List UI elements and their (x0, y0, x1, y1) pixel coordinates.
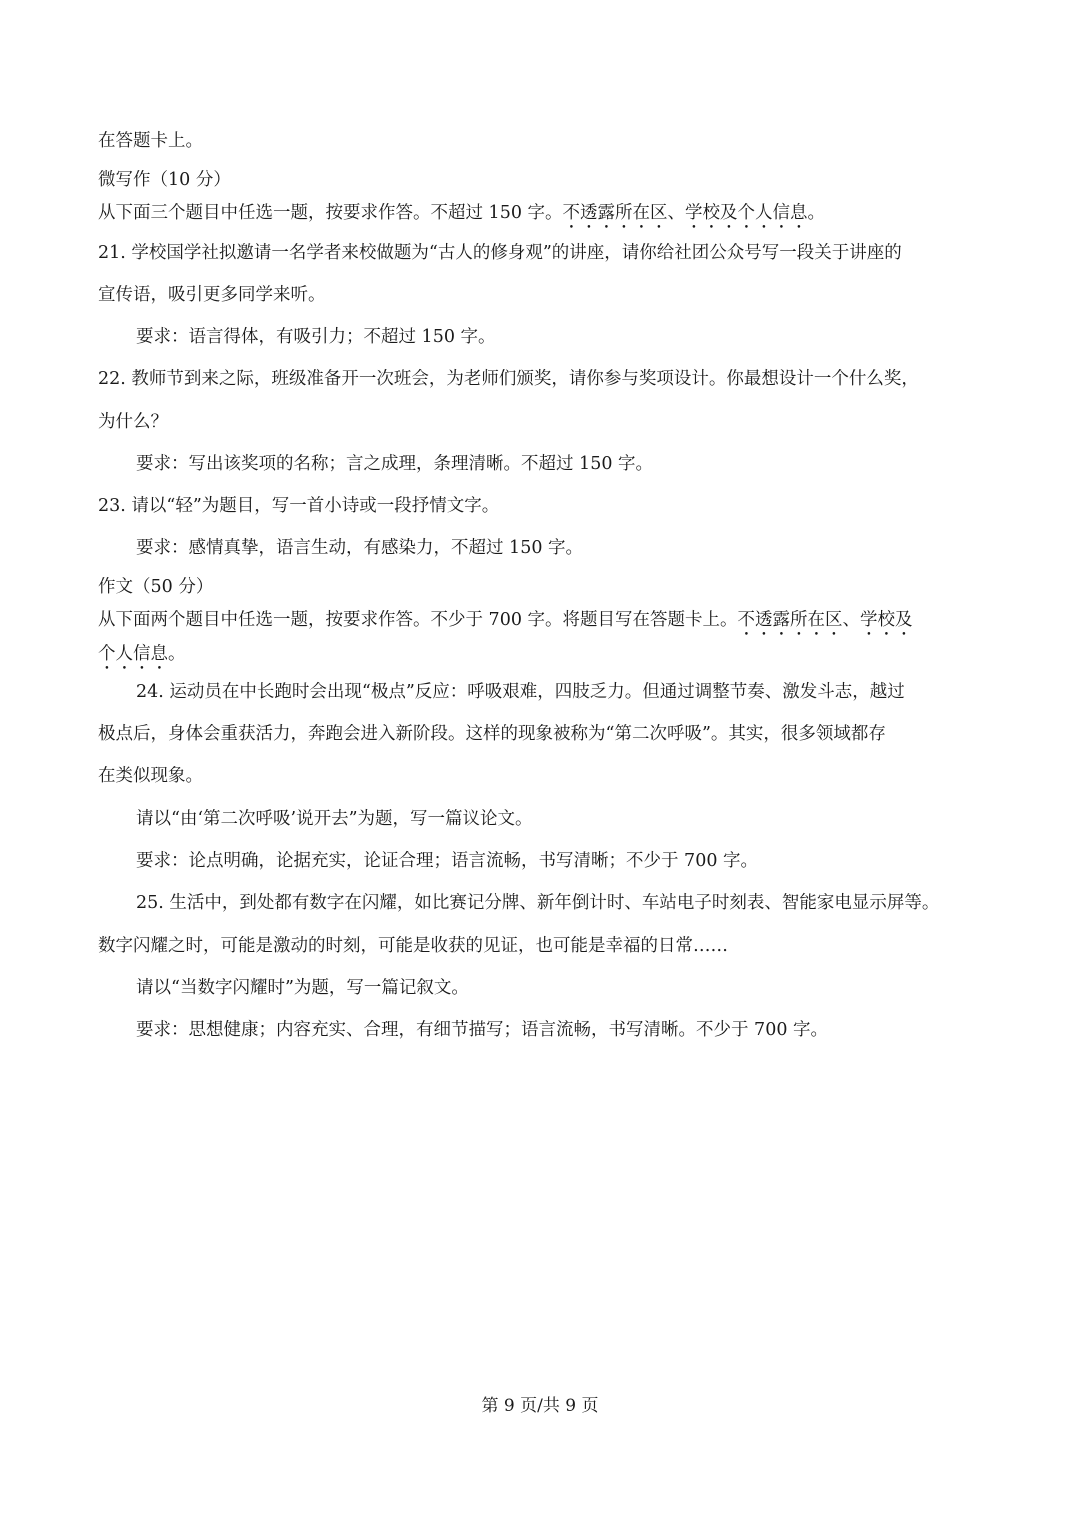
question-25-line-1: 25. 生活中，到处都有数字在闪耀，如比赛记分牌、新年倒计时、车站电子时刻表、智能家电显示屏等。 (136, 893, 940, 913)
question-21-line-1: 21. 学校国学社拟邀请一名学者来校做题为“古人的修身观”的讲座，请你给社团公众号写一段关于讲座的 (98, 243, 902, 263)
question-21-line-2: 宣传语，吸引更多同学来听。 (98, 285, 326, 305)
question-25-requirement: 要求：思想健康；内容充实、合理，有细节描写；语言流畅，书写清晰。不少于 700 字。 (136, 1020, 829, 1040)
question-23: 23. 请以“轻”为题目，写一首小诗或一段抒情文字。 (98, 496, 500, 516)
question-22-line-1: 22. 教师节到来之际，班级准备开一次班会，为老师们颁奖，请你参与奖项设计。你最想设计一个什么奖， (98, 369, 919, 389)
question-22-requirement: 要求：写出该奖项的名称；言之成理，条理清晰。不超过 150 字。 (136, 454, 654, 474)
micro-writing-instruction (98, 201, 998, 233)
instruction-text: 从下面两个题目中任选一题，按要求作答。不少于 700 字。将题目写在答题卡上。 (98, 610, 738, 630)
question-24-line-2: 极点后，身体会重获活力，奔跑会进入新阶段。这样的现象被称为“第二次呼吸”。其实，很多领域都存 (98, 724, 886, 744)
emphasized-text: 不透露所在区、学校及 (737, 610, 913, 630)
composition-instruction-line-1 (98, 608, 998, 640)
question-22-line-2: 为什么？ (98, 412, 168, 432)
instruction-text: 从下面三个题目中任选一题，按要求作答。不超过 150 字。 (98, 203, 563, 223)
question-23-requirement: 要求：感情真挚，语言生动，有感染力，不超过 150 字。 (136, 538, 584, 558)
question-24-line-3: 在类似现象。 (98, 766, 203, 786)
question-24-line-1: 24. 运动员在中长跑时会出现“极点”反应：呼吸艰难，四肢乏力。但通过调整节奏、激发斗志，越过 (136, 682, 905, 702)
question-24-prompt: 请以“由‘第二次呼吸’说开去”为题，写一篇议论文。 (136, 809, 533, 829)
instruction-period: 。 (807, 203, 826, 223)
question-25-prompt: 请以“当数字闪耀时”为题，写一篇记叙文。 (136, 978, 469, 998)
page-number: 第 9 页/共 9 页 (481, 1396, 599, 1416)
continued-line: 在答题卡上。 (98, 131, 203, 151)
section-heading-micro-writing: 微写作（10 分） (98, 170, 231, 190)
question-25-line-2: 数字闪耀之时，可能是激动的时刻，可能是收获的见证，也可能是幸福的日常…… (98, 936, 728, 956)
emphasized-text: 个人信息 (98, 644, 168, 664)
question-24-requirement: 要求：论点明确，论据充实，论证合理；语言流畅，书写清晰；不少于 700 字。 (136, 851, 759, 871)
section-heading-composition: 作文（50 分） (98, 577, 214, 597)
question-21-requirement: 要求：语言得体，有吸引力；不超过 150 字。 (136, 327, 496, 347)
instruction-period: 。 (168, 644, 186, 664)
emphasized-text: 不透露所在区、学校及个人信息 (562, 203, 808, 223)
composition-instruction-line-2 (98, 642, 998, 674)
